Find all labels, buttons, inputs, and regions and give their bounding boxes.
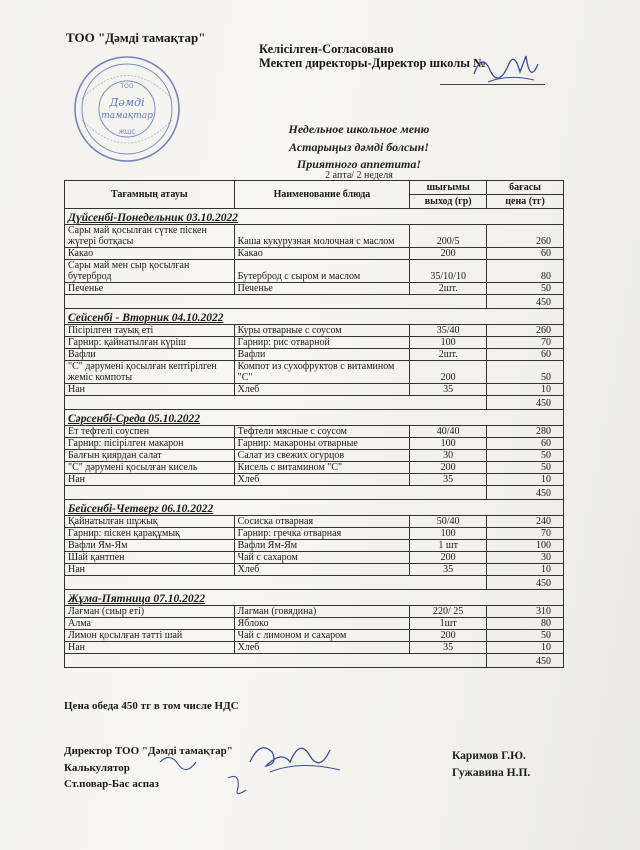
table-row [65, 337, 564, 349]
cell-ru: Салат из свежих огурцов [234, 450, 410, 462]
total-row [65, 396, 564, 410]
day-row [65, 209, 564, 225]
cook-label: Ст.повар-Бас аспаз [64, 778, 159, 790]
stamp-center-text-2: тамақтар [101, 111, 153, 121]
cell-qty: 35 [410, 564, 487, 576]
cell-kz: Алма [65, 618, 235, 630]
cell-price: 310 [487, 606, 564, 618]
lunch-price-note: Цена обеда 450 тг в том числе НДС [64, 700, 239, 712]
day-row [65, 590, 564, 606]
cell-qty: 30 [410, 450, 487, 462]
cell-qty: 200 [410, 462, 487, 474]
day-title: Жұма-Пятница 07.10.2022 [65, 590, 564, 606]
table-row [65, 474, 564, 486]
cell-qty: 200 [410, 361, 487, 384]
cell-ru: Сосиска отварная [234, 516, 410, 528]
total-row [65, 486, 564, 500]
day-row [65, 309, 564, 325]
cell-kz: Қайнатылған шұжық [65, 516, 235, 528]
cell-price: 60 [487, 438, 564, 450]
table-row [65, 516, 564, 528]
calculator-name: Гужавина Н.П. [452, 767, 531, 779]
day-total: 450 [487, 576, 564, 590]
cell-qty: 35/10/10 [410, 260, 487, 283]
cell-kz: "С" дәрумені қосылған кептірілген жеміс компоты [65, 361, 235, 384]
cell-kz: Лағман (сиыр еті) [65, 606, 235, 618]
cell-kz: Гарнир: пісірілген макарон [65, 438, 235, 450]
cell-price: 10 [487, 564, 564, 576]
table-row [65, 438, 564, 450]
stamp-bottom-text: ЖШС [118, 129, 136, 136]
table-row [65, 552, 564, 564]
table-header-row [65, 181, 564, 195]
table-row [65, 260, 564, 283]
week-label: 2 апта/ 2 неделя [325, 170, 393, 181]
menu-title: Недельное школьное меню [288, 122, 430, 136]
cell-price: 60 [487, 248, 564, 260]
header-qty-ru: выход (гр) [410, 195, 487, 209]
total-row [65, 295, 564, 309]
cell-price: 100 [487, 540, 564, 552]
cell-ru: Хлеб [234, 564, 410, 576]
table-row [65, 528, 564, 540]
menu-greeting-kz: Астарыңыз дәмді болсын! [289, 140, 429, 154]
organization-name: ТОО "Дәмді тамақтар" [66, 30, 206, 45]
cell-qty: 200 [410, 630, 487, 642]
cell-price: 50 [487, 283, 564, 295]
table-row [65, 642, 564, 654]
cell-ru: Лагман (говядина) [234, 606, 410, 618]
cell-ru: Вафли [234, 349, 410, 361]
table-row [65, 450, 564, 462]
cell-price: 80 [487, 618, 564, 630]
menu-greeting-ru: Приятного аппетита! [296, 157, 422, 171]
cell-kz: Нан [65, 384, 235, 396]
cell-ru: Яблоко [234, 618, 410, 630]
cell-qty: 100 [410, 438, 487, 450]
cell-price: 50 [487, 630, 564, 642]
cell-price: 80 [487, 260, 564, 283]
day-total: 450 [487, 396, 564, 410]
cell-price: 10 [487, 474, 564, 486]
day-title: Сейсенбі - Вторник 04.10.2022 [65, 309, 564, 325]
table-row [65, 325, 564, 337]
cell-price: 60 [487, 349, 564, 361]
cell-ru: Хлеб [234, 384, 410, 396]
cell-kz: Печенье [65, 283, 235, 295]
approval-line-2: Мектеп директоры-Директор школы № [259, 56, 486, 70]
cell-kz: Вафли Ям-Ям [65, 540, 235, 552]
header-kz: Тағамның атауы [65, 181, 235, 209]
table-row [65, 248, 564, 260]
cell-qty: 1 шт [410, 540, 487, 552]
table-row [65, 361, 564, 384]
cell-ru: Чай с лимоном и сахаром [234, 630, 410, 642]
cell-kz: Шай қантпен [65, 552, 235, 564]
cell-qty: 2шт. [410, 349, 487, 361]
cell-kz: Нан [65, 642, 235, 654]
cell-kz: Гарнир: қайнатылған күріш [65, 337, 235, 349]
cell-qty: 200/5 [410, 225, 487, 248]
cell-ru: Вафли Ям-Ям [234, 540, 410, 552]
cell-kz: Лимон қосылған тәтті шай [65, 630, 235, 642]
cell-qty: 100 [410, 528, 487, 540]
cell-ru: Хлеб [234, 642, 410, 654]
header-price-kz: бағасы [487, 181, 564, 195]
cell-price: 50 [487, 462, 564, 474]
table-row [65, 349, 564, 361]
cell-ru: Хлеб [234, 474, 410, 486]
cell-ru: Куры отварные с соусом [234, 325, 410, 337]
cell-ru: Гарнир: гречка отварная [234, 528, 410, 540]
table-row [65, 540, 564, 552]
table-row [65, 384, 564, 396]
cell-price: 240 [487, 516, 564, 528]
cell-ru: Какао [234, 248, 410, 260]
day-total: 450 [487, 654, 564, 668]
cell-price: 260 [487, 225, 564, 248]
cell-ru: Бутерброд с сыром и маслом [234, 260, 410, 283]
cell-ru: Кисель с витамином "С" [234, 462, 410, 474]
day-total: 450 [487, 295, 564, 309]
cell-price: 50 [487, 361, 564, 384]
cell-kz: Ет тефтелі соуспен [65, 426, 235, 438]
cell-price: 30 [487, 552, 564, 564]
cell-kz: Вафли [65, 349, 235, 361]
menu-table [64, 180, 564, 668]
table-row [65, 564, 564, 576]
day-title: Бейсенбі-Четверг 06.10.2022 [65, 500, 564, 516]
table-row [65, 606, 564, 618]
cell-ru: Тефтели мясные с соусом [234, 426, 410, 438]
cell-kz: Балғын қиярдан салат [65, 450, 235, 462]
cell-ru: Гарнир: макароны отварные [234, 438, 410, 450]
cell-ru: Компот из сухофруктов с витамином "С" [234, 361, 410, 384]
table-row [65, 630, 564, 642]
cell-kz: Нан [65, 474, 235, 486]
total-row [65, 576, 564, 590]
cell-qty: 100 [410, 337, 487, 349]
table-row [65, 225, 564, 248]
cell-kz: "С" дәрумені қосылған кисель [65, 462, 235, 474]
header-ru: Наименование блюда [234, 181, 410, 209]
cell-qty: 50/40 [410, 516, 487, 528]
cell-price: 70 [487, 528, 564, 540]
director-name: Каримов Г.Ю. [452, 750, 526, 762]
footer-signatures [150, 732, 370, 802]
cell-kz: Нан [65, 564, 235, 576]
cell-qty: 220/ 25 [410, 606, 487, 618]
director-signature-top [468, 44, 548, 94]
cell-kz: Сары май қосылған сүтке піскен жүгері ботқасы [65, 225, 235, 248]
cell-qty: 40/40 [410, 426, 487, 438]
cell-qty: 35 [410, 474, 487, 486]
approval-line-1: Келісілген-Согласовано [259, 42, 394, 56]
cell-qty: 35/40 [410, 325, 487, 337]
table-row [65, 618, 564, 630]
day-title: Сәрсенбі-Среда 05.10.2022 [65, 410, 564, 426]
cell-kz: Какао [65, 248, 235, 260]
day-total: 450 [487, 486, 564, 500]
cell-ru: Гарнир: рис отварной [234, 337, 410, 349]
table-row [65, 426, 564, 438]
table-row [65, 283, 564, 295]
header-qty-kz: шығымы [410, 181, 487, 195]
cell-price: 10 [487, 642, 564, 654]
cell-price: 280 [487, 426, 564, 438]
cell-kz: Гарнир: піскен қарақұмық [65, 528, 235, 540]
stamp-center-text-1: Дәмді [109, 96, 145, 109]
cell-price: 260 [487, 325, 564, 337]
table-row [65, 462, 564, 474]
cell-qty: 35 [410, 384, 487, 396]
total-row [65, 654, 564, 668]
cell-qty: 1шт [410, 618, 487, 630]
cell-kz: Пісірілген тауық еті [65, 325, 235, 337]
cell-ru: Чай с сахаром [234, 552, 410, 564]
cell-ru: Каша кукурузная молочная с маслом [234, 225, 410, 248]
day-row [65, 500, 564, 516]
day-title: Дүйсенбі-Понедельник 03.10.2022 [65, 209, 564, 225]
director-label: Директор ТОО "Дәмді тамақтар" [64, 745, 233, 757]
cell-qty: 200 [410, 552, 487, 564]
cell-qty: 200 [410, 248, 487, 260]
cell-qty: 2шт. [410, 283, 487, 295]
stamp-top-text: ТОО [120, 83, 134, 90]
cell-price: 10 [487, 384, 564, 396]
cell-qty: 35 [410, 642, 487, 654]
cell-price: 50 [487, 450, 564, 462]
cell-price: 70 [487, 337, 564, 349]
day-row [65, 410, 564, 426]
calculator-label: Калькулятор [64, 762, 130, 774]
cell-ru: Печенье [234, 283, 410, 295]
header-price-ru: цена (тг) [487, 195, 564, 209]
cell-kz: Сары май мен сыр қосылған бутерброд [65, 260, 235, 283]
